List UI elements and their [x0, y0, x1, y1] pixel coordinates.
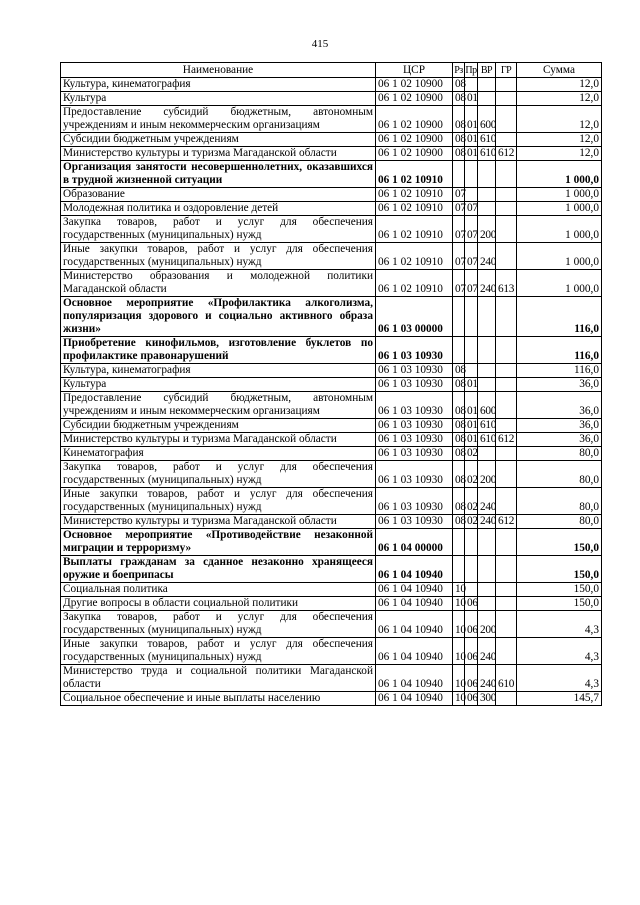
table-row — [61, 106, 602, 133]
cell-sum: 116,0 — [517, 297, 602, 337]
cell-name: Иные закупки товаров, работ и услуг для обеспечения государственных (муниципальных) нужд — [61, 488, 376, 515]
header-pr: Пр — [465, 64, 477, 76]
cell-rz: 08 — [453, 364, 465, 378]
cell-sum: 12,0 — [517, 147, 602, 161]
cell-gr: 610 — [496, 665, 517, 692]
cell-rz — [453, 161, 465, 188]
cell-pr: 01 — [465, 433, 478, 447]
cell-gr — [496, 216, 517, 243]
table-row — [61, 433, 602, 447]
cell-name: Иные закупки товаров, работ и услуг для обеспечения государственных (муниципальных) нужд — [61, 243, 376, 270]
cell-rz: 10 — [453, 597, 465, 611]
table-row — [61, 611, 602, 638]
cell-sum: 36,0 — [517, 392, 602, 419]
cell-vr — [478, 78, 496, 92]
cell-name: Приобретение кинофильмов, изготовление буклетов по профилактике правонарушений — [61, 337, 376, 364]
cell-csr: 06 1 04 10940 — [376, 665, 453, 692]
cell-csr: 06 1 03 10930 — [376, 337, 453, 364]
cell-pr: 06 — [465, 597, 478, 611]
cell-sum: 145,7 — [517, 692, 602, 706]
cell-gr — [496, 556, 517, 583]
cell-gr — [496, 161, 517, 188]
cell-rz: 08 — [453, 447, 465, 461]
table-row — [61, 515, 602, 529]
cell-pr — [465, 337, 478, 364]
cell-vr: 610 — [478, 433, 496, 447]
table-row — [61, 270, 602, 297]
header-vr: ВР — [478, 63, 496, 78]
cell-rz: 10 — [453, 692, 465, 706]
cell-pr: 07 — [465, 202, 478, 216]
table-row — [61, 461, 602, 488]
cell-name: Культура — [61, 378, 376, 392]
cell-csr: 06 1 02 10900 — [376, 92, 453, 106]
cell-gr — [496, 419, 517, 433]
cell-gr — [496, 583, 517, 597]
cell-rz: 08 — [453, 378, 465, 392]
cell-gr — [496, 488, 517, 515]
cell-pr: 01 — [465, 106, 478, 133]
cell-pr — [465, 529, 478, 556]
cell-vr — [478, 202, 496, 216]
table-header — [61, 63, 602, 78]
cell-rz — [453, 337, 465, 364]
cell-gr — [496, 243, 517, 270]
table-row — [61, 638, 602, 665]
cell-pr — [465, 297, 478, 337]
cell-rz: 10 — [453, 611, 465, 638]
cell-gr — [496, 692, 517, 706]
cell-name: Основное мероприятие «Профилактика алкоголизма, популяризация здорового и социально активного образа жизни» — [61, 297, 376, 337]
cell-gr: 613 — [496, 270, 517, 297]
cell-pr — [465, 188, 478, 202]
cell-name: Выплаты гражданам за сданное незаконно хранящееся оружие и боеприпасы — [61, 556, 376, 583]
cell-gr: 612 — [496, 147, 517, 161]
cell-pr: 02 — [465, 461, 478, 488]
cell-csr: 06 1 02 10910 — [376, 216, 453, 243]
cell-sum: 116,0 — [517, 337, 602, 364]
cell-vr — [478, 364, 496, 378]
cell-vr — [478, 161, 496, 188]
cell-pr: 01 — [465, 147, 478, 161]
cell-pr: 06 — [465, 665, 478, 692]
cell-sum: 12,0 — [517, 133, 602, 147]
cell-vr: 600 — [478, 392, 496, 419]
cell-csr: 06 1 04 10940 — [376, 597, 453, 611]
cell-vr — [478, 337, 496, 364]
cell-csr: 06 1 03 10930 — [376, 488, 453, 515]
cell-rz — [453, 529, 465, 556]
cell-name: Министерство труда и социальной политики Магаданской области — [61, 665, 376, 692]
cell-gr — [496, 92, 517, 106]
table-row — [61, 392, 602, 419]
cell-vr: 200 — [478, 461, 496, 488]
cell-sum: 80,0 — [517, 488, 602, 515]
cell-vr — [478, 529, 496, 556]
cell-name: Другие вопросы в области социальной политики — [61, 597, 376, 611]
cell-name: Социальное обеспечение и иные выплаты населению — [61, 692, 376, 706]
cell-rz: 08 — [453, 92, 465, 106]
cell-vr: 240 — [478, 243, 496, 270]
cell-pr — [465, 583, 478, 597]
cell-csr: 06 1 03 10930 — [376, 364, 453, 378]
table-row — [61, 78, 602, 92]
cell-rz: 08 — [453, 147, 465, 161]
cell-pr: 07 — [465, 243, 478, 270]
cell-vr: 610 — [478, 133, 496, 147]
cell-sum: 1 000,0 — [517, 188, 602, 202]
cell-csr: 06 1 02 10910 — [376, 202, 453, 216]
cell-name: Субсидии бюджетным учреждениям — [61, 133, 376, 147]
table-row — [61, 378, 602, 392]
cell-vr — [478, 583, 496, 597]
header-row — [61, 63, 602, 78]
cell-sum: 150,0 — [517, 583, 602, 597]
cell-csr: 06 1 02 10900 — [376, 106, 453, 133]
cell-pr: 02 — [465, 447, 478, 461]
budget-table — [60, 62, 602, 706]
cell-rz — [453, 297, 465, 337]
cell-sum: 12,0 — [517, 106, 602, 133]
cell-csr: 06 1 03 10930 — [376, 419, 453, 433]
cell-csr: 06 1 02 10900 — [376, 78, 453, 92]
cell-vr: 610 — [478, 419, 496, 433]
cell-vr — [478, 378, 496, 392]
header-rz: Рз — [454, 64, 463, 76]
cell-rz: 08 — [453, 515, 465, 529]
cell-rz: 10 — [453, 665, 465, 692]
header-name: Наименование — [61, 63, 376, 78]
cell-sum: 4,3 — [517, 611, 602, 638]
cell-csr: 06 1 04 10940 — [376, 556, 453, 583]
cell-name: Министерство культуры и туризма Магаданской области — [61, 433, 376, 447]
page-number: 415 — [311, 38, 329, 50]
cell-gr — [496, 611, 517, 638]
cell-name: Молодежная политика и оздоровление детей — [61, 202, 376, 216]
cell-name: Организация занятости несовершеннолетних, оказавшихся в трудной жизненной ситуации — [61, 161, 376, 188]
cell-name: Закупка товаров, работ и услуг для обеспечения государственных (муниципальных) нужд — [61, 216, 376, 243]
cell-gr — [496, 461, 517, 488]
table-row — [61, 447, 602, 461]
cell-rz: 10 — [453, 583, 465, 597]
cell-sum: 150,0 — [517, 556, 602, 583]
cell-name: Иные закупки товаров, работ и услуг для обеспечения государственных (муниципальных) нужд — [61, 638, 376, 665]
table-row — [61, 297, 602, 337]
cell-pr — [465, 78, 478, 92]
cell-csr: 06 1 04 10940 — [376, 692, 453, 706]
cell-csr: 06 1 04 10940 — [376, 638, 453, 665]
cell-gr: 612 — [496, 515, 517, 529]
cell-sum: 36,0 — [517, 378, 602, 392]
table-row — [61, 583, 602, 597]
cell-pr: 06 — [465, 611, 478, 638]
cell-csr: 06 1 03 10930 — [376, 461, 453, 488]
cell-sum: 1 000,0 — [517, 216, 602, 243]
cell-rz: 08 — [453, 433, 465, 447]
table-row — [61, 556, 602, 583]
table-row — [61, 337, 602, 364]
cell-sum: 1 000,0 — [517, 161, 602, 188]
cell-csr: 06 1 04 10940 — [376, 611, 453, 638]
cell-csr: 06 1 03 10930 — [376, 447, 453, 461]
cell-pr: 02 — [465, 515, 478, 529]
table-row — [61, 665, 602, 692]
cell-sum: 1 000,0 — [517, 243, 602, 270]
cell-csr: 06 1 03 10930 — [376, 433, 453, 447]
table-body — [61, 78, 602, 706]
cell-pr: 01 — [465, 92, 478, 106]
cell-csr: 06 1 02 10900 — [376, 147, 453, 161]
cell-name: Кинематография — [61, 447, 376, 461]
cell-sum: 4,3 — [517, 638, 602, 665]
cell-csr: 06 1 03 00000 — [376, 297, 453, 337]
cell-name: Социальная политика — [61, 583, 376, 597]
cell-rz: 10 — [453, 638, 465, 665]
cell-rz: 08 — [453, 392, 465, 419]
cell-gr — [496, 202, 517, 216]
table-row — [61, 597, 602, 611]
cell-pr: 06 — [465, 638, 478, 665]
cell-pr — [465, 556, 478, 583]
cell-sum: 80,0 — [517, 447, 602, 461]
cell-gr — [496, 364, 517, 378]
cell-gr — [496, 133, 517, 147]
cell-pr: 01 — [465, 392, 478, 419]
cell-gr — [496, 638, 517, 665]
cell-pr: 07 — [465, 270, 478, 297]
cell-gr — [496, 529, 517, 556]
cell-gr — [496, 378, 517, 392]
table-row — [61, 243, 602, 270]
cell-name: Закупка товаров, работ и услуг для обеспечения государственных (муниципальных) нужд — [61, 611, 376, 638]
cell-pr: 06 — [465, 692, 478, 706]
cell-sum: 80,0 — [517, 515, 602, 529]
table-row — [61, 161, 602, 188]
cell-rz: 07 — [453, 188, 465, 202]
cell-name: Предоставление субсидий бюджетным, автономным учреждениям и иным некоммерческим организациям — [61, 392, 376, 419]
cell-sum: 150,0 — [517, 597, 602, 611]
cell-csr: 06 1 02 10910 — [376, 270, 453, 297]
cell-gr — [496, 106, 517, 133]
cell-sum: 12,0 — [517, 92, 602, 106]
cell-name: Министерство культуры и туризма Магаданской области — [61, 515, 376, 529]
cell-csr: 06 1 04 00000 — [376, 529, 453, 556]
cell-sum: 80,0 — [517, 461, 602, 488]
cell-csr: 06 1 02 10900 — [376, 133, 453, 147]
cell-vr: 240 — [478, 270, 496, 297]
cell-pr: 01 — [465, 133, 478, 147]
cell-gr — [496, 297, 517, 337]
cell-vr: 200 — [478, 611, 496, 638]
cell-rz: 08 — [453, 488, 465, 515]
cell-name: Министерство культуры и туризма Магаданской области — [61, 147, 376, 161]
cell-name: Предоставление субсидий бюджетным, автономным учреждениям и иным некоммерческим организациям — [61, 106, 376, 133]
cell-name: Образование — [61, 188, 376, 202]
cell-vr — [478, 297, 496, 337]
cell-rz: 08 — [453, 133, 465, 147]
cell-gr — [496, 188, 517, 202]
table-row — [61, 188, 602, 202]
cell-rz — [453, 556, 465, 583]
cell-sum: 36,0 — [517, 433, 602, 447]
cell-gr — [496, 78, 517, 92]
table-row — [61, 364, 602, 378]
cell-vr — [478, 597, 496, 611]
cell-pr: 07 — [465, 216, 478, 243]
cell-vr: 240 — [478, 665, 496, 692]
cell-vr: 240 — [478, 488, 496, 515]
cell-csr: 06 1 02 10910 — [376, 243, 453, 270]
table-row — [61, 202, 602, 216]
cell-rz: 08 — [453, 461, 465, 488]
cell-sum: 1 000,0 — [517, 270, 602, 297]
cell-rz: 08 — [453, 419, 465, 433]
cell-sum: 150,0 — [517, 529, 602, 556]
cell-csr: 06 1 02 10910 — [376, 188, 453, 202]
cell-sum: 36,0 — [517, 419, 602, 433]
cell-gr — [496, 447, 517, 461]
table-row — [61, 529, 602, 556]
cell-vr: 200 — [478, 216, 496, 243]
table-row — [61, 216, 602, 243]
table-row — [61, 92, 602, 106]
header-csr: ЦСР — [376, 63, 453, 78]
cell-vr: 610 — [478, 147, 496, 161]
cell-vr: 600 — [478, 106, 496, 133]
cell-name: Культура, кинематография — [61, 364, 376, 378]
cell-csr: 06 1 04 10940 — [376, 583, 453, 597]
cell-vr — [478, 556, 496, 583]
cell-vr: 240 — [478, 515, 496, 529]
cell-pr: 02 — [465, 488, 478, 515]
cell-rz: 07 — [453, 202, 465, 216]
cell-name: Основное мероприятие «Противодействие незаконной миграции и терроризму» — [61, 529, 376, 556]
cell-name: Министерство образования и молодежной политики Магаданской области — [61, 270, 376, 297]
cell-sum: 12,0 — [517, 78, 602, 92]
cell-gr — [496, 392, 517, 419]
cell-name: Культура — [61, 92, 376, 106]
cell-sum: 4,3 — [517, 665, 602, 692]
cell-sum: 1 000,0 — [517, 202, 602, 216]
cell-sum: 116,0 — [517, 364, 602, 378]
cell-name: Субсидии бюджетным учреждениям — [61, 419, 376, 433]
cell-pr: 01 — [465, 378, 478, 392]
cell-name: Культура, кинематография — [61, 78, 376, 92]
cell-csr: 06 1 03 10930 — [376, 378, 453, 392]
cell-csr: 06 1 03 10930 — [376, 392, 453, 419]
cell-pr: 01 — [465, 419, 478, 433]
table-row — [61, 133, 602, 147]
cell-gr: 612 — [496, 433, 517, 447]
table-row — [61, 488, 602, 515]
cell-name: Закупка товаров, работ и услуг для обеспечения государственных (муниципальных) нужд — [61, 461, 376, 488]
cell-gr — [496, 597, 517, 611]
cell-rz: 07 — [453, 270, 465, 297]
table-row — [61, 692, 602, 706]
cell-gr — [496, 337, 517, 364]
cell-pr — [465, 161, 478, 188]
header-sum: Сумма — [517, 63, 602, 78]
cell-rz: 07 — [453, 243, 465, 270]
cell-vr — [478, 188, 496, 202]
cell-vr: 300 — [478, 692, 496, 706]
table-row — [61, 419, 602, 433]
cell-vr — [478, 92, 496, 106]
cell-rz: 08 — [453, 106, 465, 133]
cell-rz: 08 — [453, 78, 465, 92]
cell-pr — [465, 364, 478, 378]
cell-vr — [478, 447, 496, 461]
table-row — [61, 147, 602, 161]
cell-csr: 06 1 02 10910 — [376, 161, 453, 188]
cell-rz: 07 — [453, 216, 465, 243]
cell-vr: 240 — [478, 638, 496, 665]
cell-csr: 06 1 03 10930 — [376, 515, 453, 529]
header-gr: ГР — [496, 63, 517, 78]
